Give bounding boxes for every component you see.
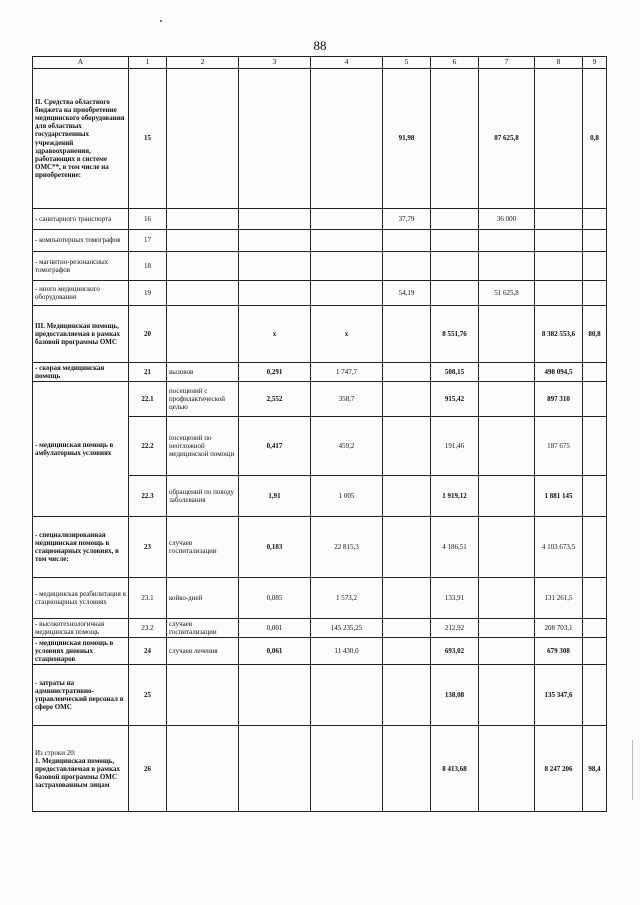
table-row <box>33 306 607 363</box>
percent-cell <box>583 252 607 281</box>
row-label: 1. Медицинская помощь, предоставляемая в рамках базовой программы ОМС застрахованным лицам <box>35 756 120 789</box>
row-label: - медицинская реабилитация в стационарных условиях <box>33 578 129 619</box>
value-cell: 91,98 <box>383 69 431 209</box>
cost-cell: 358,7 <box>311 382 383 417</box>
value-cell: 54,19 <box>383 281 431 306</box>
value-cell: 4 103 673,5 <box>535 517 583 578</box>
unit-cell: случаев госпитализации <box>167 517 239 578</box>
header-cell: 7 <box>479 57 535 69</box>
cost-cell <box>311 281 383 306</box>
row-label <box>33 382 129 517</box>
row-number: 19 <box>129 281 167 306</box>
value-cell <box>383 382 431 417</box>
row-number: 16 <box>129 209 167 230</box>
table-row <box>33 726 607 812</box>
percent-cell <box>583 417 607 476</box>
value-cell <box>383 665 431 726</box>
value-cell <box>479 252 535 281</box>
volume-cell <box>239 726 311 812</box>
cost-cell: 1 573,2 <box>311 578 383 619</box>
percent-cell: 98,4 <box>583 726 607 812</box>
row-number: 23.1 <box>129 578 167 619</box>
value-cell <box>479 665 535 726</box>
header-cell: 9 <box>583 57 607 69</box>
row-number: 22.3 <box>129 476 167 517</box>
percent-cell <box>583 665 607 726</box>
value-cell: 36 000 <box>479 209 535 230</box>
value-cell: 191,46 <box>431 417 479 476</box>
unit-cell <box>167 230 239 252</box>
row-label: II. Средства областного бюджета на приобретение медицинского оборудования для областных государственных учреждений здравоохранения, работающих в системе ОМС**, в том числе на приобретение: <box>33 69 129 209</box>
table-row <box>33 382 607 417</box>
value-cell <box>479 578 535 619</box>
value-cell <box>383 306 431 363</box>
page-number: 88 <box>313 38 327 53</box>
value-cell <box>383 363 431 382</box>
volume-cell <box>239 252 311 281</box>
volume-cell <box>239 281 311 306</box>
percent-cell <box>583 382 607 417</box>
row-number: 26 <box>129 726 167 812</box>
value-cell <box>383 417 431 476</box>
value-cell <box>479 417 535 476</box>
percent-cell <box>583 363 607 382</box>
value-cell: 693,02 <box>431 638 479 665</box>
row-number: 21 <box>129 363 167 382</box>
percent-cell <box>583 619 607 638</box>
value-cell <box>479 306 535 363</box>
value-cell <box>431 252 479 281</box>
value-cell <box>383 476 431 517</box>
row-label: - скорая медицинская помощь <box>33 363 129 382</box>
row-number: 15 <box>129 69 167 209</box>
value-cell: 37,79 <box>383 209 431 230</box>
value-cell <box>535 209 583 230</box>
value-cell: 8 247 206 <box>535 726 583 812</box>
cost-cell: 459,2 <box>311 417 383 476</box>
volume-cell: 0,417 <box>239 417 311 476</box>
table-row <box>33 69 607 209</box>
cost-cell <box>311 726 383 812</box>
value-cell <box>479 476 535 517</box>
value-cell <box>535 281 583 306</box>
table-row <box>33 363 607 382</box>
value-cell: 87 625,8 <box>479 69 535 209</box>
row-label: - иного медицинского оборудования <box>33 281 129 306</box>
value-cell <box>535 230 583 252</box>
table-row <box>33 252 607 281</box>
cost-cell: 1 747,7 <box>311 363 383 382</box>
value-cell <box>479 638 535 665</box>
value-cell: 1 881 145 <box>535 476 583 517</box>
value-cell: 135 347,6 <box>535 665 583 726</box>
unit-cell: посещений с профилактической целью <box>167 382 239 417</box>
cost-cell: 1 005 <box>311 476 383 517</box>
value-cell: 212,92 <box>431 619 479 638</box>
unit-cell: посещений по неотложной медицинской помощи <box>167 417 239 476</box>
value-cell <box>431 230 479 252</box>
unit-cell <box>167 665 239 726</box>
value-cell <box>479 619 535 638</box>
percent-cell: 0,8 <box>583 69 607 209</box>
value-cell: 208 703,1 <box>535 619 583 638</box>
value-cell <box>383 726 431 812</box>
value-cell <box>535 252 583 281</box>
row-number: 22.2 <box>129 417 167 476</box>
table-row <box>33 619 607 638</box>
volume-cell: 0,291 <box>239 363 311 382</box>
value-cell <box>383 638 431 665</box>
row-number: 22.1 <box>129 382 167 417</box>
unit-cell <box>167 69 239 209</box>
header-cell: 6 <box>431 57 479 69</box>
table-row <box>33 230 607 252</box>
unit-cell <box>167 306 239 363</box>
value-cell <box>479 382 535 417</box>
unit-cell <box>167 252 239 281</box>
scan-speck <box>160 20 162 22</box>
percent-cell <box>583 638 607 665</box>
volume-cell: 0,085 <box>239 578 311 619</box>
percent-cell: 80,8 <box>583 306 607 363</box>
value-cell: 498 094,5 <box>535 363 583 382</box>
row-label: - медицинская помощь в условиях дневных стационаров <box>33 638 129 665</box>
table-row <box>33 281 607 306</box>
value-cell: 4 186,51 <box>431 517 479 578</box>
row-number: 20 <box>129 306 167 363</box>
value-cell <box>479 517 535 578</box>
volume-cell <box>239 230 311 252</box>
header-cell: А <box>33 57 129 69</box>
volume-cell: 0,001 <box>239 619 311 638</box>
value-cell <box>383 619 431 638</box>
header-cell: 8 <box>535 57 583 69</box>
scan-edge-mark <box>632 740 633 800</box>
value-cell <box>479 230 535 252</box>
table-row <box>33 578 607 619</box>
value-cell <box>479 726 535 812</box>
unit-cell <box>167 726 239 812</box>
value-cell: 187 675 <box>535 417 583 476</box>
volume-cell: 2,552 <box>239 382 311 417</box>
cost-cell: 22 815,3 <box>311 517 383 578</box>
value-cell: 138,08 <box>431 665 479 726</box>
value-cell <box>383 252 431 281</box>
value-cell: 51 625,8 <box>479 281 535 306</box>
unit-cell: случаев лечения <box>167 638 239 665</box>
row-label: III. Медицинская помощь, предоставляемая в рамках базовой программы ОМС <box>33 306 129 363</box>
value-cell: 508,15 <box>431 363 479 382</box>
row-number: 24 <box>129 638 167 665</box>
header-cell: 1 <box>129 57 167 69</box>
volume-cell: 0,061 <box>239 638 311 665</box>
table-row <box>33 638 607 665</box>
unit-cell <box>167 281 239 306</box>
row-label: - высокотехнологичная медицинская помощь <box>33 619 129 638</box>
percent-cell <box>583 476 607 517</box>
header-cell: 2 <box>167 57 239 69</box>
value-cell <box>535 69 583 209</box>
percent-cell <box>583 281 607 306</box>
percent-cell <box>583 517 607 578</box>
cost-cell <box>311 230 383 252</box>
row-number: 23 <box>129 517 167 578</box>
value-cell: 133,91 <box>431 578 479 619</box>
value-cell: 1 919,12 <box>431 476 479 517</box>
percent-cell <box>583 578 607 619</box>
value-cell: 8 382 553,6 <box>535 306 583 363</box>
row-label-text: - медицинская помощь в амбулаторных условиях <box>35 441 114 458</box>
percent-cell <box>583 209 607 230</box>
row-label-prefix: Из строки 20: <box>35 748 76 757</box>
volume-cell <box>239 209 311 230</box>
value-cell: 8 551,76 <box>431 306 479 363</box>
unit-cell: обращений по поводу заболевания <box>167 476 239 517</box>
value-cell <box>383 578 431 619</box>
value-cell <box>431 209 479 230</box>
value-cell <box>431 69 479 209</box>
row-label: - компьютерных томографов <box>33 230 129 252</box>
header-row <box>33 57 607 69</box>
cost-cell: 145 235,25 <box>311 619 383 638</box>
row-number: 25 <box>129 665 167 726</box>
row-number: 18 <box>129 252 167 281</box>
volume-cell <box>239 665 311 726</box>
volume-cell: 0,183 <box>239 517 311 578</box>
value-cell: 915,42 <box>431 382 479 417</box>
row-label: - магнитно-резонансных томографов <box>33 252 129 281</box>
unit-cell: койко-дней <box>167 578 239 619</box>
value-cell: 897 310 <box>535 382 583 417</box>
row-label: - санитарного транспорта <box>33 209 129 230</box>
row-label: - затраты на административно-управленческий персонал в сфере ОМС <box>33 665 129 726</box>
unit-cell: случаев госпитализации <box>167 619 239 638</box>
volume-cell: х <box>239 306 311 363</box>
cost-cell <box>311 209 383 230</box>
value-cell: 679 308 <box>535 638 583 665</box>
value-cell <box>383 517 431 578</box>
cost-cell: 11 430,0 <box>311 638 383 665</box>
volume-cell <box>239 69 311 209</box>
value-cell <box>431 281 479 306</box>
table-row <box>33 209 607 230</box>
cost-cell <box>311 69 383 209</box>
value-cell <box>383 230 431 252</box>
value-cell <box>479 363 535 382</box>
header-cell: 4 <box>311 57 383 69</box>
row-label: - специализированная медицинская помощь в стационарных условиях, в том числе: <box>33 517 129 578</box>
row-number: 23.2 <box>129 619 167 638</box>
cost-cell: х <box>311 306 383 363</box>
value-cell: 131 261,5 <box>535 578 583 619</box>
value-cell: 8 413,68 <box>431 726 479 812</box>
unit-cell: вызовов <box>167 363 239 382</box>
header-cell: 5 <box>383 57 431 69</box>
percent-cell <box>583 230 607 252</box>
header-cell: 3 <box>239 57 311 69</box>
cost-cell <box>311 665 383 726</box>
table-row <box>33 665 607 726</box>
cost-cell <box>311 252 383 281</box>
financial-table <box>32 56 607 812</box>
table-row <box>33 517 607 578</box>
volume-cell: 1,91 <box>239 476 311 517</box>
row-number: 17 <box>129 230 167 252</box>
row-label-cell <box>33 726 129 812</box>
unit-cell <box>167 209 239 230</box>
